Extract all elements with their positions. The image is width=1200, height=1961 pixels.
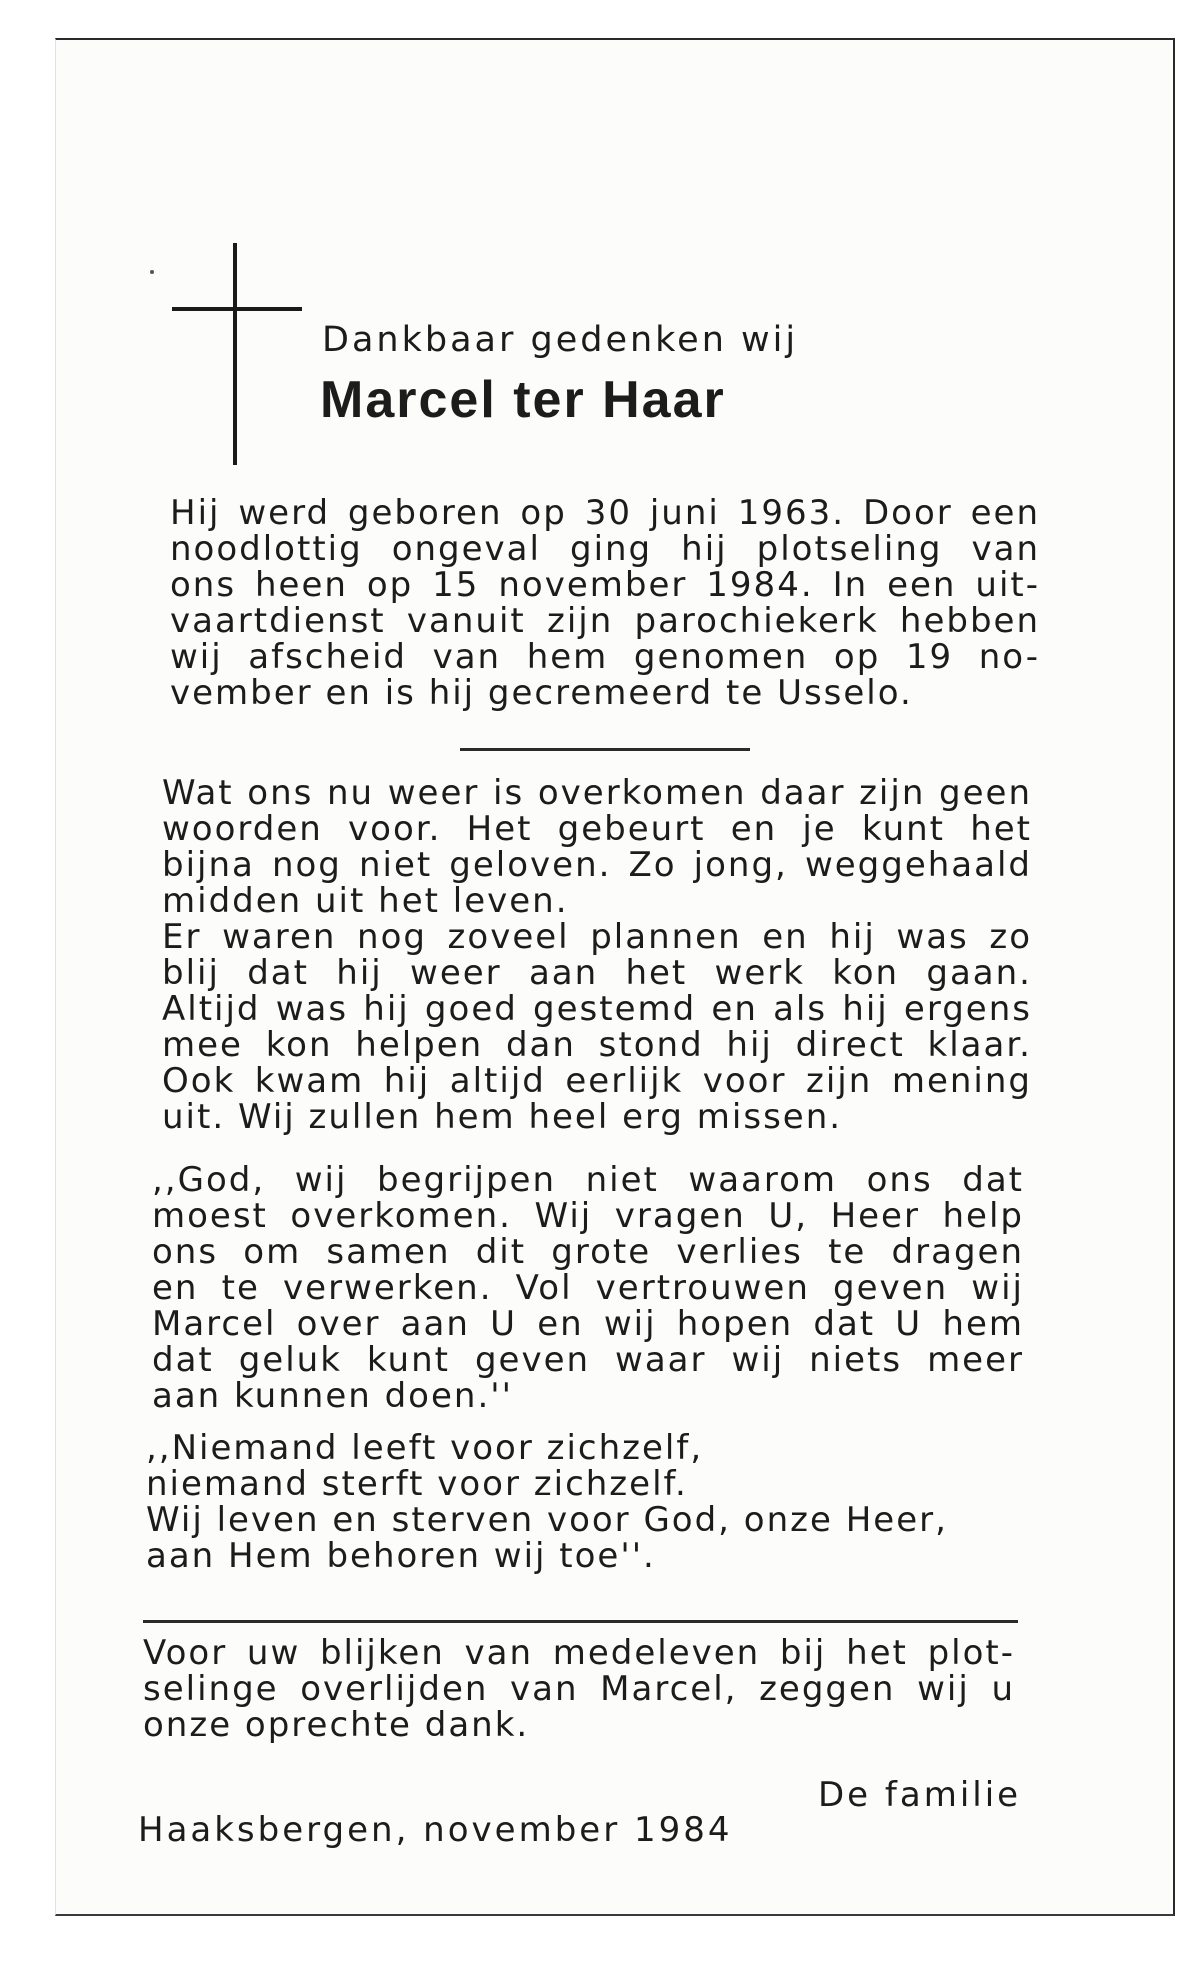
tribute-line: uit. Wij zullen hem heel erg missen. [162, 1097, 843, 1137]
biography-line: Hij werd geboren op 30 juni 1963. Door een [170, 493, 1040, 533]
cross-icon-crossbar [172, 307, 302, 311]
prayer-line: ons om samen dit grote verlies te dragen [152, 1232, 1024, 1272]
verse-line: Wij leven en sterven voor God, onze Heer, [146, 1500, 948, 1540]
biography-line: vaartdienst vanuit zijn parochiekerk hebben [170, 601, 1040, 641]
cross-icon [233, 243, 237, 465]
verse-paragraph [146, 1430, 1006, 1574]
thanks-line: Voor uw blijken van medeleven bij het plot- [143, 1633, 1015, 1673]
prayer-line: en te verwerken. Vol vertrouwen geven wij [152, 1268, 1024, 1308]
tribute-line: Er waren nog zoveel plannen en hij was zo [162, 917, 1032, 957]
tribute-line: bijna nog niet geloven. Zo jong, weggehaald [162, 845, 1032, 885]
thanks-line: onze oprechte dank. [143, 1705, 530, 1745]
prayer-line: aan kunnen doen.'' [152, 1376, 513, 1416]
prayer-line: moest overkomen. Wij vragen U, Heer help [152, 1196, 1024, 1236]
verse-line: aan Hem behoren wij toe''. [146, 1536, 656, 1576]
tribute-line: Wat ons nu weer is overkomen daar zijn geen [162, 773, 1032, 813]
divider-short [460, 748, 750, 751]
verse-line: ,,Niemand leeft voor zichzelf, [146, 1428, 704, 1468]
deceased-name: Marcel ter Haar [320, 371, 726, 429]
biography-line: ons heen op 15 november 1984. In een uit- [170, 565, 1040, 605]
tribute-line: midden uit het leven. [162, 881, 569, 921]
tribute-line: mee kon helpen dan stond hij direct klaar. [162, 1025, 1032, 1065]
family-signature: De familie [818, 1775, 1022, 1815]
tribute-line: Altijd was hij goed gestemd en als hij ergens [162, 989, 1032, 1029]
thanks-paragraph [143, 1635, 1015, 1743]
biography-line: vember en is hij gecremeerd te Usselo. [170, 673, 913, 713]
intro-line: Dankbaar gedenken wij [322, 320, 799, 360]
biography-line: wij afscheid van hem genomen op 19 no- [170, 637, 1040, 677]
prayer-line: Marcel over aan U en wij hopen dat U hem [152, 1304, 1024, 1344]
prayer-line: dat geluk kunt geven waar wij niets meer [152, 1340, 1024, 1380]
verse-line: niemand sterft voor zichzelf. [146, 1464, 688, 1504]
thanks-line: selinge overlijden van Marcel, zeggen wij u [143, 1669, 1015, 1709]
tribute-paragraph [162, 775, 1032, 1135]
prayer-paragraph [152, 1162, 1024, 1414]
biography-line: noodlottig ongeval ging hij plotseling van [170, 529, 1040, 569]
place-date-line: Haaksbergen, november 1984 [138, 1810, 733, 1850]
divider-long [143, 1620, 1018, 1623]
tribute-line: Ook kwam hij altijd eerlijk voor zijn mening [162, 1061, 1032, 1101]
tribute-line: blij dat hij weer aan het werk kon gaan. [162, 953, 1032, 993]
tribute-line: woorden voor. Het gebeurt en je kunt het [162, 809, 1032, 849]
print-speck [150, 270, 154, 274]
biography-paragraph [170, 495, 1040, 711]
prayer-line: ,,God, wij begrijpen niet waarom ons dat [152, 1160, 1024, 1200]
